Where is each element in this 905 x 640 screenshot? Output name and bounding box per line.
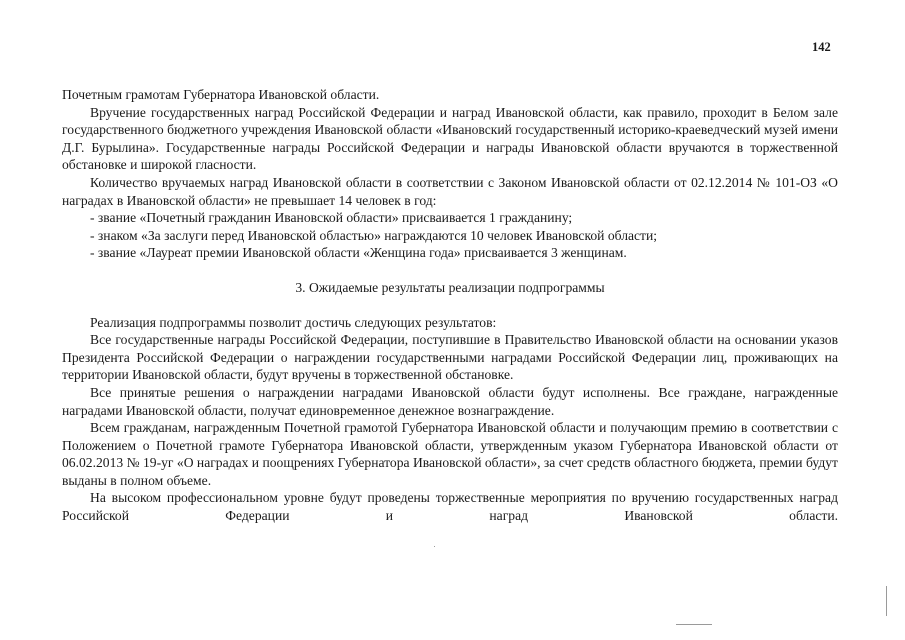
paragraph-award-ceremony: Вручение государственных наград Российской Федерации и наград Ивановской области, как правило, проходит в Белом зале государственного бюджетного учреждения Ивановской области «Ивановский государственный историко-краеведческий музей имени Д.Г. Бурылина». Государственные награды Российской Федерации и награды Ивановской области вручаются в торжественной обстановке и широкой гласности. (62, 104, 838, 173)
scan-artifact-dot (434, 546, 435, 547)
document-body (62, 86, 838, 525)
section-heading: 3. Ожидаемые результаты реализации подпрограммы (295, 279, 605, 295)
list-item-honorary-citizen: - звание «Почетный гражданин Ивановской области» присваивается 1 гражданину; (90, 210, 573, 226)
page-number: 142 (812, 40, 831, 54)
list-item-woman-of-year: - звание «Лауреат премии Ивановской области «Женщина года» присваивается 3 женщинам. (90, 245, 627, 261)
scan-artifact-right-edge (886, 586, 887, 616)
paragraph-results-regional-awards: Все принятые решения о награждении наградами Ивановской области будут исполнены. Все граждане, награжденные наградами Ивановской области, получат единовременное денежное вознаграждение. (62, 384, 838, 418)
paragraph-continuation: Почетным грамотам Губернатора Ивановской области. (62, 87, 380, 102)
paragraph-award-count: Количество вручаемых наград Ивановской области в соответствии с Законом Ивановской области от 02.12.2014 № 101-ОЗ «О наградах в Ивановской области» не превышает 14 человек в год: (62, 174, 838, 208)
paragraph-results-governor-certificate: Всем гражданам, награжденным Почетной грамотой Губернатора Ивановской области и получающим премию в соответствии с Положением о Почетной грамоте Губернатора Ивановской области, утвержденным указом Губернатора Ивановской области от 06.02.2013 № 19-уг «О наградах и поощрениях Губернатора Ивановской области», за счет средств областного бюджета, премии будут выданы в полном объеме. (62, 420, 838, 488)
list-item-merit-badge: - знаком «За заслуги перед Ивановской областью» награждаются 10 человек Ивановской области; (90, 227, 658, 243)
scan-artifact-bottom-line (676, 624, 712, 625)
paragraph-results-federal-awards: Все государственные награды Российской Федерации, поступившие в Правительство Ивановской области на основании указов Президента Российской Федерации о награждении государственными наградами Российской Федерации лиц, проживающих на территории Ивановской области, будут вручены в торжественной обстановке. (62, 332, 838, 383)
paragraph-results-ceremonies: На высоком профессиональном уровне будут проведены торжественные мероприятия по вручению государственных наград Российской Федерации и наград Ивановской области. (62, 490, 838, 524)
paragraph-results-intro: Реализация подпрограммы позволит достичь следующих результатов: (90, 314, 497, 330)
